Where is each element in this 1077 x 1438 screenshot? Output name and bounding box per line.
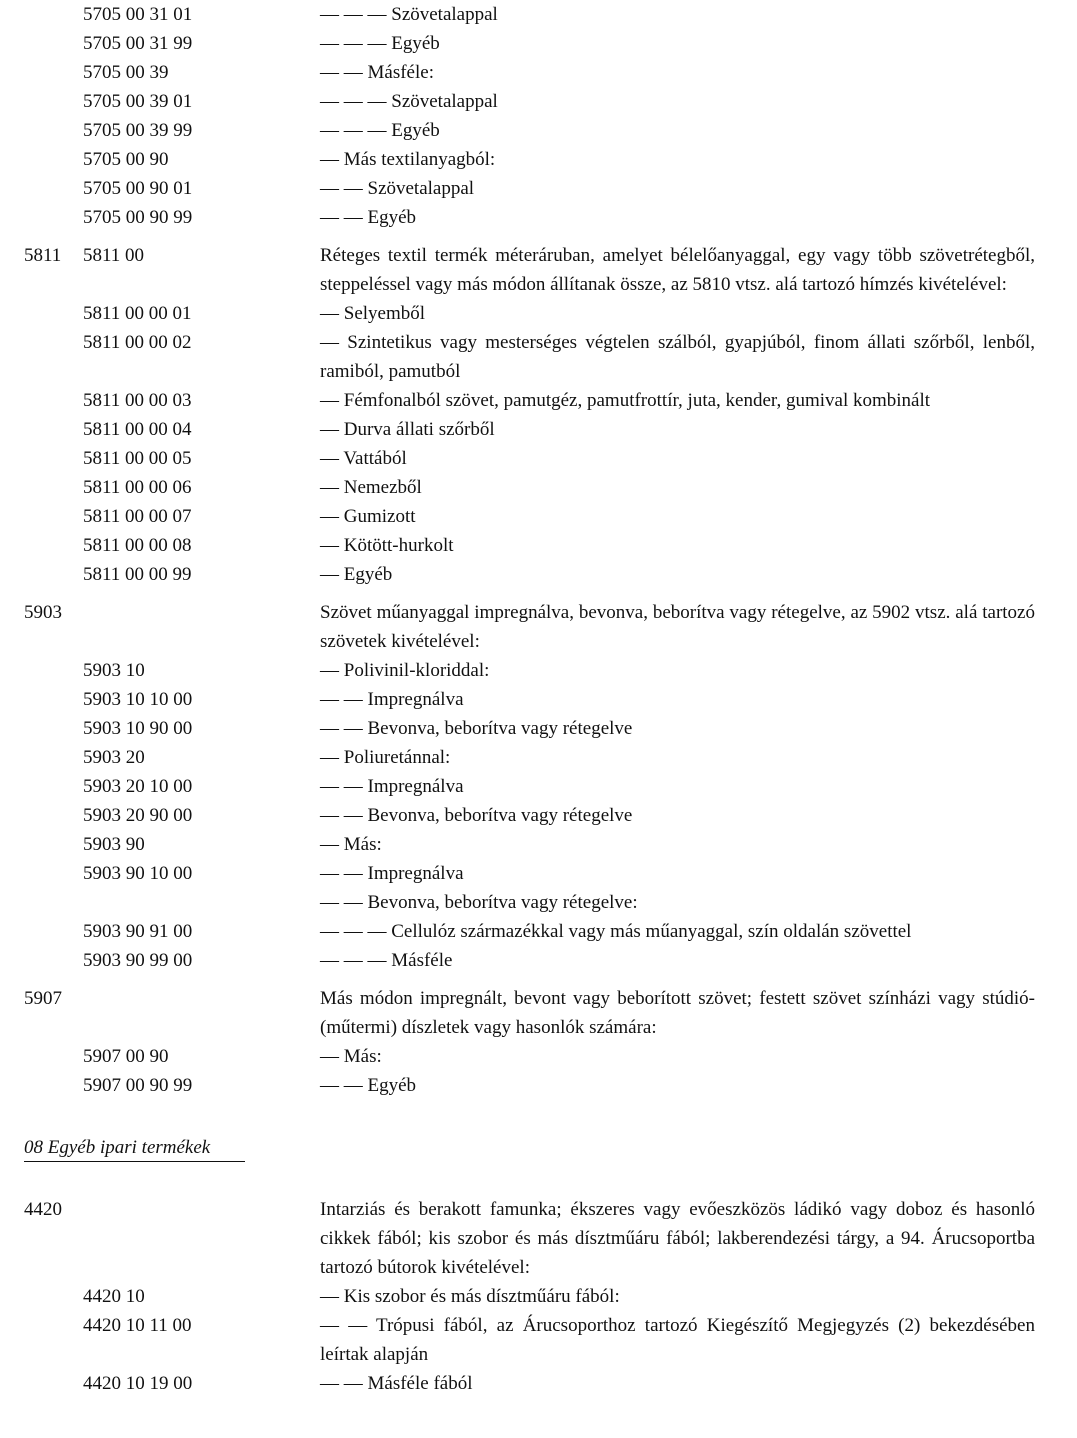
tariff-code: 5811 00 00 99 — [83, 564, 192, 585]
tariff-row — [0, 1282, 1077, 1311]
tariff-description: — — Másféle: — [320, 62, 434, 83]
tariff-code: 5903 20 90 00 — [83, 805, 193, 826]
tariff-row — [0, 801, 1077, 830]
tariff-row — [0, 531, 1077, 560]
heading-description: Szövet műanyaggal impregnálva, bevonva, beborítva vagy rétegelve, az 5902 vtsz. alá tartozó szövetek kivételével: — [320, 602, 1035, 652]
tariff-row — [0, 58, 1077, 87]
tariff-code: 5705 00 39 99 — [83, 120, 193, 141]
tariff-code: 5811 00 00 05 — [83, 448, 192, 469]
tariff-row — [0, 917, 1077, 946]
tariff-row — [0, 946, 1077, 975]
tariff-description: — — Trópusi fából, az Árucsoporthoz tartozó Kiegészítő Megjegyzés (2) bekezdésében leírtak alapján — [320, 1315, 1035, 1365]
tariff-code: 5811 00 00 01 — [83, 303, 192, 324]
tariff-description: — — Másféle fából — [320, 1373, 473, 1394]
tariff-row — [0, 1042, 1077, 1071]
heading-code: 5811 00 — [83, 245, 145, 266]
tariff-code: 5811 00 00 08 — [83, 535, 192, 556]
tariff-description: — — — Szövetalappal — [320, 4, 498, 25]
tariff-row — [0, 29, 1077, 58]
tariff-code: 5811 00 00 03 — [83, 390, 192, 411]
heading-description: Intarziás és berakott famunka; ékszeres vagy evőeszközös ládikó vagy doboz és hasonló cikkek fából; kis szobor és más dísztműáru fából; lakberendezési tárgy, a 94. Árucsoportba tartozó bútorok kivételével: — [320, 1199, 1035, 1278]
tariff-code: 5907 00 90 99 — [83, 1075, 193, 1096]
heading-row — [0, 241, 1077, 299]
tariff-row — [0, 714, 1077, 743]
tariff-row — [0, 145, 1077, 174]
tariff-code: 5811 00 00 02 — [83, 332, 192, 353]
tariff-row — [0, 1311, 1077, 1369]
tariff-row — [0, 0, 1077, 29]
tariff-description: — — — Egyéb — [320, 120, 440, 141]
tariff-row — [0, 444, 1077, 473]
tariff-code: 4420 10 — [83, 1286, 145, 1307]
tariff-description: — Polivinil-kloriddal: — [320, 660, 490, 681]
tariff-code: 5903 10 — [83, 660, 145, 681]
tariff-list-industrial — [0, 1195, 1077, 1398]
tariff-description: — — — Cellulóz származékkal vagy más műanyaggal, szín oldalán szövettel — [320, 921, 912, 942]
hs-heading-number: 5907 — [24, 988, 62, 1009]
tariff-code: 5705 00 90 99 — [83, 207, 193, 228]
section-title: 08 Egyéb ipari termékek — [24, 1134, 245, 1162]
heading-row — [0, 984, 1077, 1042]
tariff-description: — — — Szövetalappal — [320, 91, 498, 112]
heading-description: Réteges textil termék méteráruban, amelyet bélelőanyaggal, egy vagy több szövetrétegből, steppeléssel vagy más módon állítanak össze, az 5810 vtsz. alá tartozó hímzés kivételével: — [320, 245, 1035, 295]
tariff-description: — — — Másféle — [320, 950, 453, 971]
tariff-code: 5705 00 39 — [83, 62, 169, 83]
tariff-description: — — Impregnálva — [320, 863, 464, 884]
tariff-row — [0, 386, 1077, 415]
tariff-row — [0, 1369, 1077, 1398]
tariff-code: 5705 00 31 99 — [83, 33, 193, 54]
tariff-row — [0, 772, 1077, 801]
tariff-description: — — Impregnálva — [320, 776, 464, 797]
tariff-row — [0, 685, 1077, 714]
tariff-description: — Kis szobor és más dísztműáru fából: — [320, 1286, 620, 1307]
tariff-description: — Szintetikus vagy mesterséges végtelen szálból, gyapjúból, finom állati szőrből, lenből, ramiból, pamutból — [320, 332, 1035, 382]
tariff-description: — Selyemből — [320, 303, 426, 324]
tariff-code: 5903 20 10 00 — [83, 776, 193, 797]
hs-heading-number: 5903 — [24, 602, 62, 623]
tariff-description: — Gumizott — [320, 506, 416, 527]
tariff-description: — — Bevonva, beborítva vagy rétegelve — [320, 805, 633, 826]
tariff-description: — Nemezből — [320, 477, 422, 498]
tariff-code: 4420 10 11 00 — [83, 1315, 192, 1336]
tariff-row — [0, 656, 1077, 685]
tariff-description: — — Bevonva, beborítva vagy rétegelve — [320, 718, 633, 739]
tariff-description: — Egyéb — [320, 564, 393, 585]
tariff-row — [0, 203, 1077, 232]
tariff-row — [0, 87, 1077, 116]
tariff-code: 5903 90 10 00 — [83, 863, 193, 884]
tariff-row — [0, 328, 1077, 386]
tariff-code: 5903 90 91 00 — [83, 921, 193, 942]
tariff-code: 4420 10 19 00 — [83, 1373, 193, 1394]
heading-description: Más módon impregnált, bevont vagy beborított szövet; festett szövet színházi vagy stúdió-(műtermi) díszletek vagy hasonlók számára: — [320, 988, 1035, 1038]
tariff-row — [0, 116, 1077, 145]
tariff-description: — Kötött-hurkolt — [320, 535, 454, 556]
tariff-description: — Vattából — [320, 448, 407, 469]
tariff-code: 5903 20 — [83, 747, 145, 768]
tariff-row — [0, 830, 1077, 859]
tariff-code: 5903 10 10 00 — [83, 689, 193, 710]
tariff-row — [0, 299, 1077, 328]
tariff-code: 5903 90 99 00 — [83, 950, 193, 971]
tariff-row — [0, 415, 1077, 444]
tariff-description: — Más textilanyagból: — [320, 149, 496, 170]
hs-heading-number: 4420 — [24, 1199, 62, 1220]
tariff-description: — — Egyéb — [320, 207, 417, 228]
tariff-code: 5811 00 00 07 — [83, 506, 192, 527]
tariff-row — [0, 743, 1077, 772]
tariff-row — [0, 1071, 1077, 1100]
tariff-description: — Fémfonalból szövet, pamutgéz, pamutfrottír, juta, kender, gumival kombinált — [320, 390, 931, 411]
tariff-description: — — Szövetalappal — [320, 178, 475, 199]
heading-row — [0, 1195, 1077, 1282]
tariff-code: 5705 00 31 01 — [83, 4, 193, 25]
tariff-description: — Durva állati szőrből — [320, 419, 495, 440]
tariff-code: 5705 00 39 01 — [83, 91, 193, 112]
hs-heading-number: 5811 — [24, 245, 62, 266]
tariff-row — [0, 174, 1077, 203]
tariff-code: 5705 00 90 — [83, 149, 169, 170]
tariff-code: 5903 90 — [83, 834, 145, 855]
tariff-code: 5705 00 90 01 — [83, 178, 193, 199]
tariff-row — [0, 560, 1077, 589]
tariff-code: 5811 00 00 06 — [83, 477, 192, 498]
tariff-code: 5903 10 90 00 — [83, 718, 193, 739]
tariff-row — [0, 888, 1077, 917]
tariff-code: 5811 00 00 04 — [83, 419, 192, 440]
tariff-description: — Más: — [320, 834, 382, 855]
tariff-description: — Poliuretánnal: — [320, 747, 451, 768]
tariff-description: — Más: — [320, 1046, 382, 1067]
tariff-description: — — Egyéb — [320, 1075, 417, 1096]
tariff-row — [0, 859, 1077, 888]
tariff-description: — — — Egyéb — [320, 33, 440, 54]
tariff-description: — — Bevonva, beborítva vagy rétegelve: — [320, 892, 638, 913]
heading-row — [0, 598, 1077, 656]
tariff-row — [0, 502, 1077, 531]
tariff-description: — — Impregnálva — [320, 689, 464, 710]
tariff-row — [0, 473, 1077, 502]
tariff-code: 5907 00 90 — [83, 1046, 169, 1067]
